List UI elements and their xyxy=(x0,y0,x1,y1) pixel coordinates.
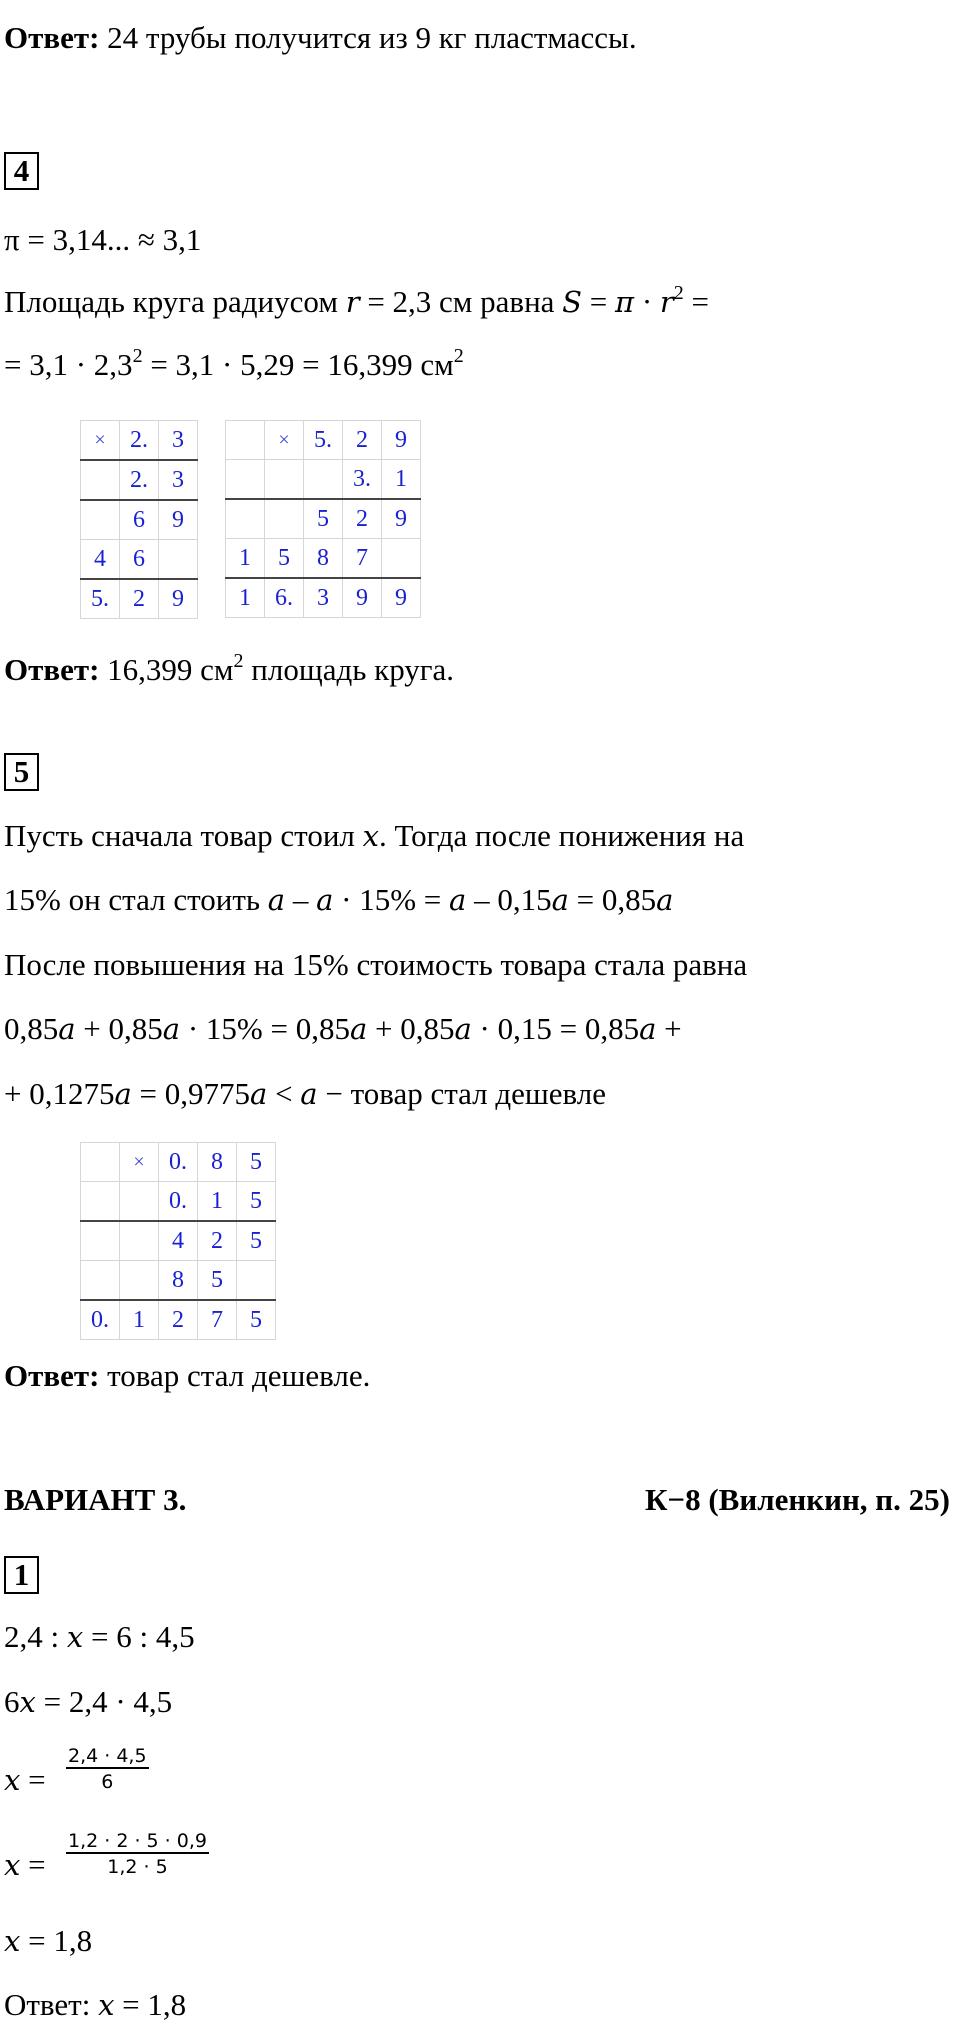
answer-label: Ответ: xyxy=(4,20,100,55)
fraction-1: $\frac{2,4 \cdot 4,5}{6}$ xyxy=(68,1745,147,1793)
answer-line-task4: Ответ: 16,399 $см^2$ площадь круга. xyxy=(4,649,455,687)
circle-area-calc-line: = $3,1 \cdot 2,3^2 = 3,1 \cdot 5,29 = 16,399$ $см^2$ xyxy=(4,344,464,382)
task5-line-5: + 0,1275a = 0,9775a < a − товар стал дешевле xyxy=(4,1076,607,1111)
proportion-line: 2,4 : x = 6 : 4,5 xyxy=(4,1619,195,1654)
answer-line-previous xyxy=(4,18,637,58)
answer-text: 24 трубы получится из 9 кг пластмассы. xyxy=(107,20,637,55)
pi-approx-line: π = 3,14... ≈ 3,1 xyxy=(4,222,202,257)
task5-line-4: 0,85a + 0,85a · 15% = 0,85a + 0,85a · 0,15 = 0,85a + xyxy=(4,1011,682,1046)
multiplication-grid-2-3-by-2-3: × 2. 3 2. 3 6 9 4 6 5. 2 9 xyxy=(80,420,198,619)
result-line: x = 1,8 xyxy=(4,1923,93,1958)
circle-area-line: Площадь круга радиусом r = 2,3 см равна $S = \pi \cdot r^2$ = xyxy=(4,281,710,319)
fraction-line-2: x = xyxy=(4,1847,46,1882)
task5-line-2: 15% он стал стоить a – a · 15% = a – 0,15a = 0,85a xyxy=(4,882,674,917)
multiplication-grid-5-29-by-3-1: × 5. 2 9 3. 1 5 2 9 1 5 8 7 1 6. 3 9 9 xyxy=(225,420,421,618)
fraction-2: $\frac{1,2 \cdot 2 \cdot 5 \cdot 0,9}{1,2 \cdot 5}$ xyxy=(68,1830,207,1878)
answer-line-task1: Ответ: x = 1,8 xyxy=(4,1987,187,2022)
equation-line: 6x = 2,4 · 4,5 xyxy=(4,1684,173,1719)
task5-line-3: После повышения на 15% стоимость товара стала равна xyxy=(4,947,748,982)
task-number-5: 5 xyxy=(4,753,39,791)
fraction-line-1: x = xyxy=(4,1762,46,1797)
task5-line-1: Пусть сначала товар стоил x. Тогда после понижения на xyxy=(4,818,745,853)
task-number-4: 4 xyxy=(4,152,39,190)
variant-title: ВАРИАНТ 3. xyxy=(4,1482,187,1517)
multiplication-grid-0-85-by-0-15: × 0. 8 5 0. 1 5 4 2 5 8 5 0. 1 2 7 5 xyxy=(80,1142,276,1340)
variant-source: К−8 (Виленкин, п. 25) xyxy=(644,1482,950,1517)
task-number-1: 1 xyxy=(4,1556,39,1594)
answer-line-task5: Ответ: товар стал дешевле. xyxy=(4,1358,371,1393)
